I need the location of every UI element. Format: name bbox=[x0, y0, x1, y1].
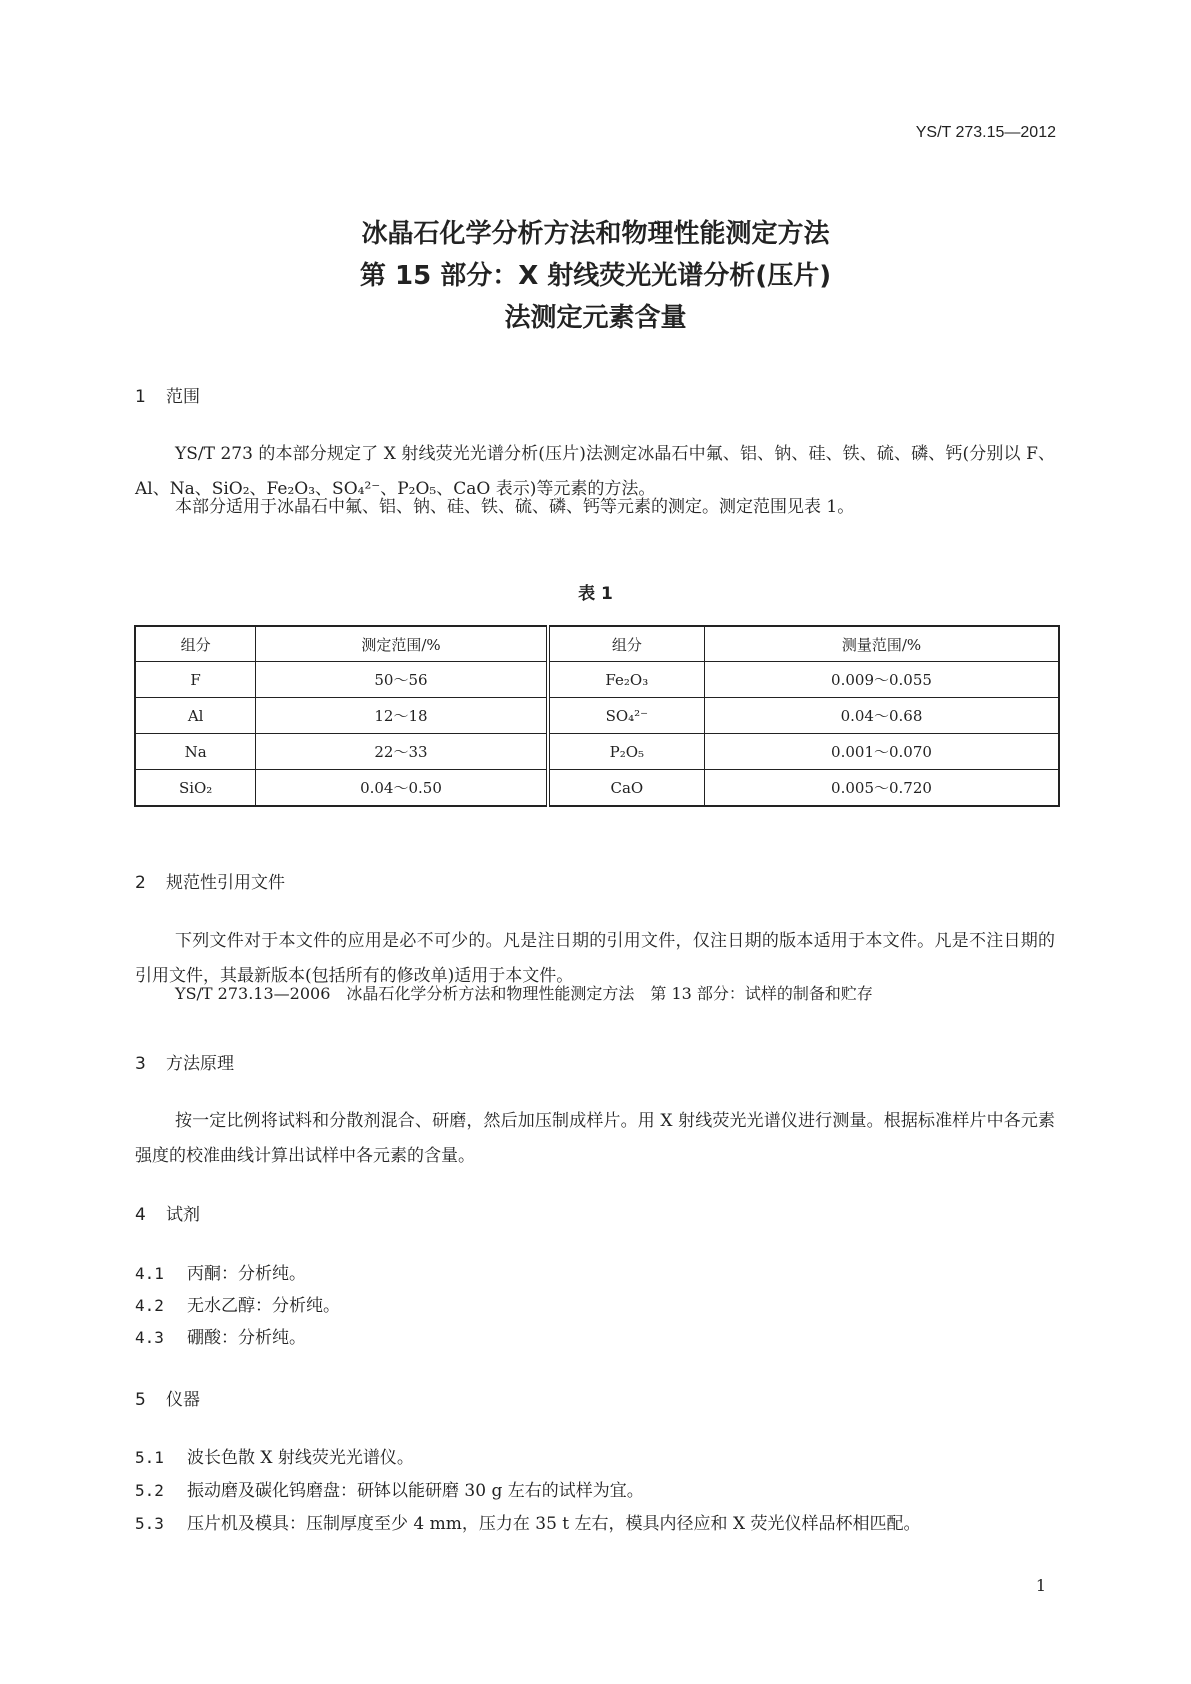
table-cell: P₂O₅ bbox=[548, 734, 705, 770]
list-item bbox=[135, 1443, 414, 1468]
item-text: 波长色散 X 射线荧光光谱仪。 bbox=[187, 1448, 414, 1468]
table-cell: SO₄²⁻ bbox=[548, 698, 705, 734]
list-item bbox=[135, 1476, 644, 1501]
section-title: 试剂 bbox=[166, 1205, 200, 1225]
header-range: 测量范围/% bbox=[704, 626, 1059, 662]
section-3-paragraph: 按一定比例将试料和分散剂混合、研磨，然后加压制成样片。用 X 射线荧光光谱仪进行测量。根据标准样片中各元素强度的校准曲线计算出试样中各元素的含量。 bbox=[135, 1111, 1055, 1166]
item-text: 无水乙醇：分析纯。 bbox=[187, 1296, 340, 1316]
section-number: 2 bbox=[135, 873, 146, 893]
item-number: 4.1 bbox=[135, 1264, 164, 1283]
section-title: 仪器 bbox=[166, 1390, 200, 1410]
table-row bbox=[135, 770, 1059, 807]
document-code: YS/T 273.15—2012 bbox=[915, 124, 1056, 141]
section-2-heading bbox=[135, 868, 285, 893]
table-cell: Na bbox=[135, 734, 256, 770]
table-cell: 0.001～0.070 bbox=[704, 734, 1059, 770]
section-title: 范围 bbox=[166, 387, 200, 407]
table-cell: SiO₂ bbox=[135, 770, 256, 807]
item-number: 4.3 bbox=[135, 1328, 164, 1347]
item-text: 振动磨及碳化钨磨盘：研钵以能研磨 30 g 左右的试样为宜。 bbox=[187, 1481, 644, 1501]
section-number: 5 bbox=[135, 1390, 146, 1410]
item-text: 丙酮：分析纯。 bbox=[187, 1264, 306, 1284]
section-title: 方法原理 bbox=[166, 1054, 234, 1074]
item-number: 5.2 bbox=[135, 1481, 164, 1500]
table-row bbox=[135, 734, 1059, 770]
title-line-2: 第 15 部分：X 射线荧光光谱分析(压片) bbox=[359, 261, 832, 291]
item-number: 4.2 bbox=[135, 1296, 164, 1315]
table-cell: 12～18 bbox=[256, 698, 548, 734]
table-cell: 0.04～0.50 bbox=[256, 770, 548, 807]
list-item bbox=[135, 1509, 920, 1534]
section-2-paragraph-1: 下列文件对于本文件的应用是必不可少的。凡是注日期的引用文件，仅注日期的版本适用于本文件。凡是不注日期的引用文件，其最新版本(包括所有的修改单)适用于本文件。 bbox=[135, 931, 1055, 986]
page-number: 1 bbox=[1035, 1576, 1046, 1595]
section-number: 3 bbox=[135, 1054, 146, 1074]
header-component: 组分 bbox=[548, 626, 705, 662]
item-number: 5.3 bbox=[135, 1514, 164, 1533]
section-5-heading bbox=[135, 1385, 200, 1410]
table-cell: 22～33 bbox=[256, 734, 548, 770]
table-row bbox=[135, 698, 1059, 734]
table-cell: 0.009～0.055 bbox=[704, 662, 1059, 698]
table-cell: Fe₂O₃ bbox=[548, 662, 705, 698]
table-cell: 50～56 bbox=[256, 662, 548, 698]
table-row bbox=[135, 662, 1059, 698]
table-cell: Al bbox=[135, 698, 256, 734]
section-number: 4 bbox=[135, 1205, 146, 1225]
item-text: 硼酸：分析纯。 bbox=[187, 1328, 306, 1348]
title-line-1: 冰晶石化学分析方法和物理性能测定方法 bbox=[361, 219, 830, 249]
section-1-heading bbox=[135, 382, 200, 407]
table-caption: 表 1 bbox=[578, 584, 613, 604]
section-4-heading bbox=[135, 1200, 200, 1225]
section-3-heading bbox=[135, 1049, 234, 1074]
list-item bbox=[135, 1259, 306, 1284]
table-cell: 0.005～0.720 bbox=[704, 770, 1059, 807]
table-cell: 0.04～0.68 bbox=[704, 698, 1059, 734]
item-number: 5.1 bbox=[135, 1448, 164, 1467]
table-cell: CaO bbox=[548, 770, 705, 807]
section-1-paragraph-2: 本部分适用于冰晶石中氟、铝、钠、硅、铁、硫、磷、钙等元素的测定。测定范围见表 1。 bbox=[175, 497, 855, 517]
list-item bbox=[135, 1291, 340, 1316]
title-line-3: 法测定元素含量 bbox=[504, 303, 687, 333]
section-number: 1 bbox=[135, 387, 146, 407]
section-1-paragraph-1: YS/T 273 的本部分规定了 X 射线荧光光谱分析(压片)法测定冰晶石中氟、铝、钠、硅、铁、硫、磷、钙(分别以 F、Al、Na、SiO₂、Fe₂O₃、SO₄²⁻、P₂O₅、CaO 表示)等元素的方法。 bbox=[135, 444, 1055, 499]
table-header-row bbox=[135, 626, 1059, 662]
header-range: 测定范围/% bbox=[256, 626, 548, 662]
table-cell: F bbox=[135, 662, 256, 698]
item-text: 压片机及模具：压制厚度至少 4 mm，压力在 35 t 左右，模具内径应和 X 荧光仪样品杯相匹配。 bbox=[187, 1514, 921, 1534]
range-table bbox=[134, 625, 1060, 807]
header-component: 组分 bbox=[135, 626, 256, 662]
section-title: 规范性引用文件 bbox=[166, 873, 285, 893]
list-item bbox=[135, 1323, 306, 1348]
section-2-reference: YS/T 273.13—2006 冰晶石化学分析方法和物理性能测定方法 第 13 部分：试样的制备和贮存 bbox=[175, 984, 873, 1003]
